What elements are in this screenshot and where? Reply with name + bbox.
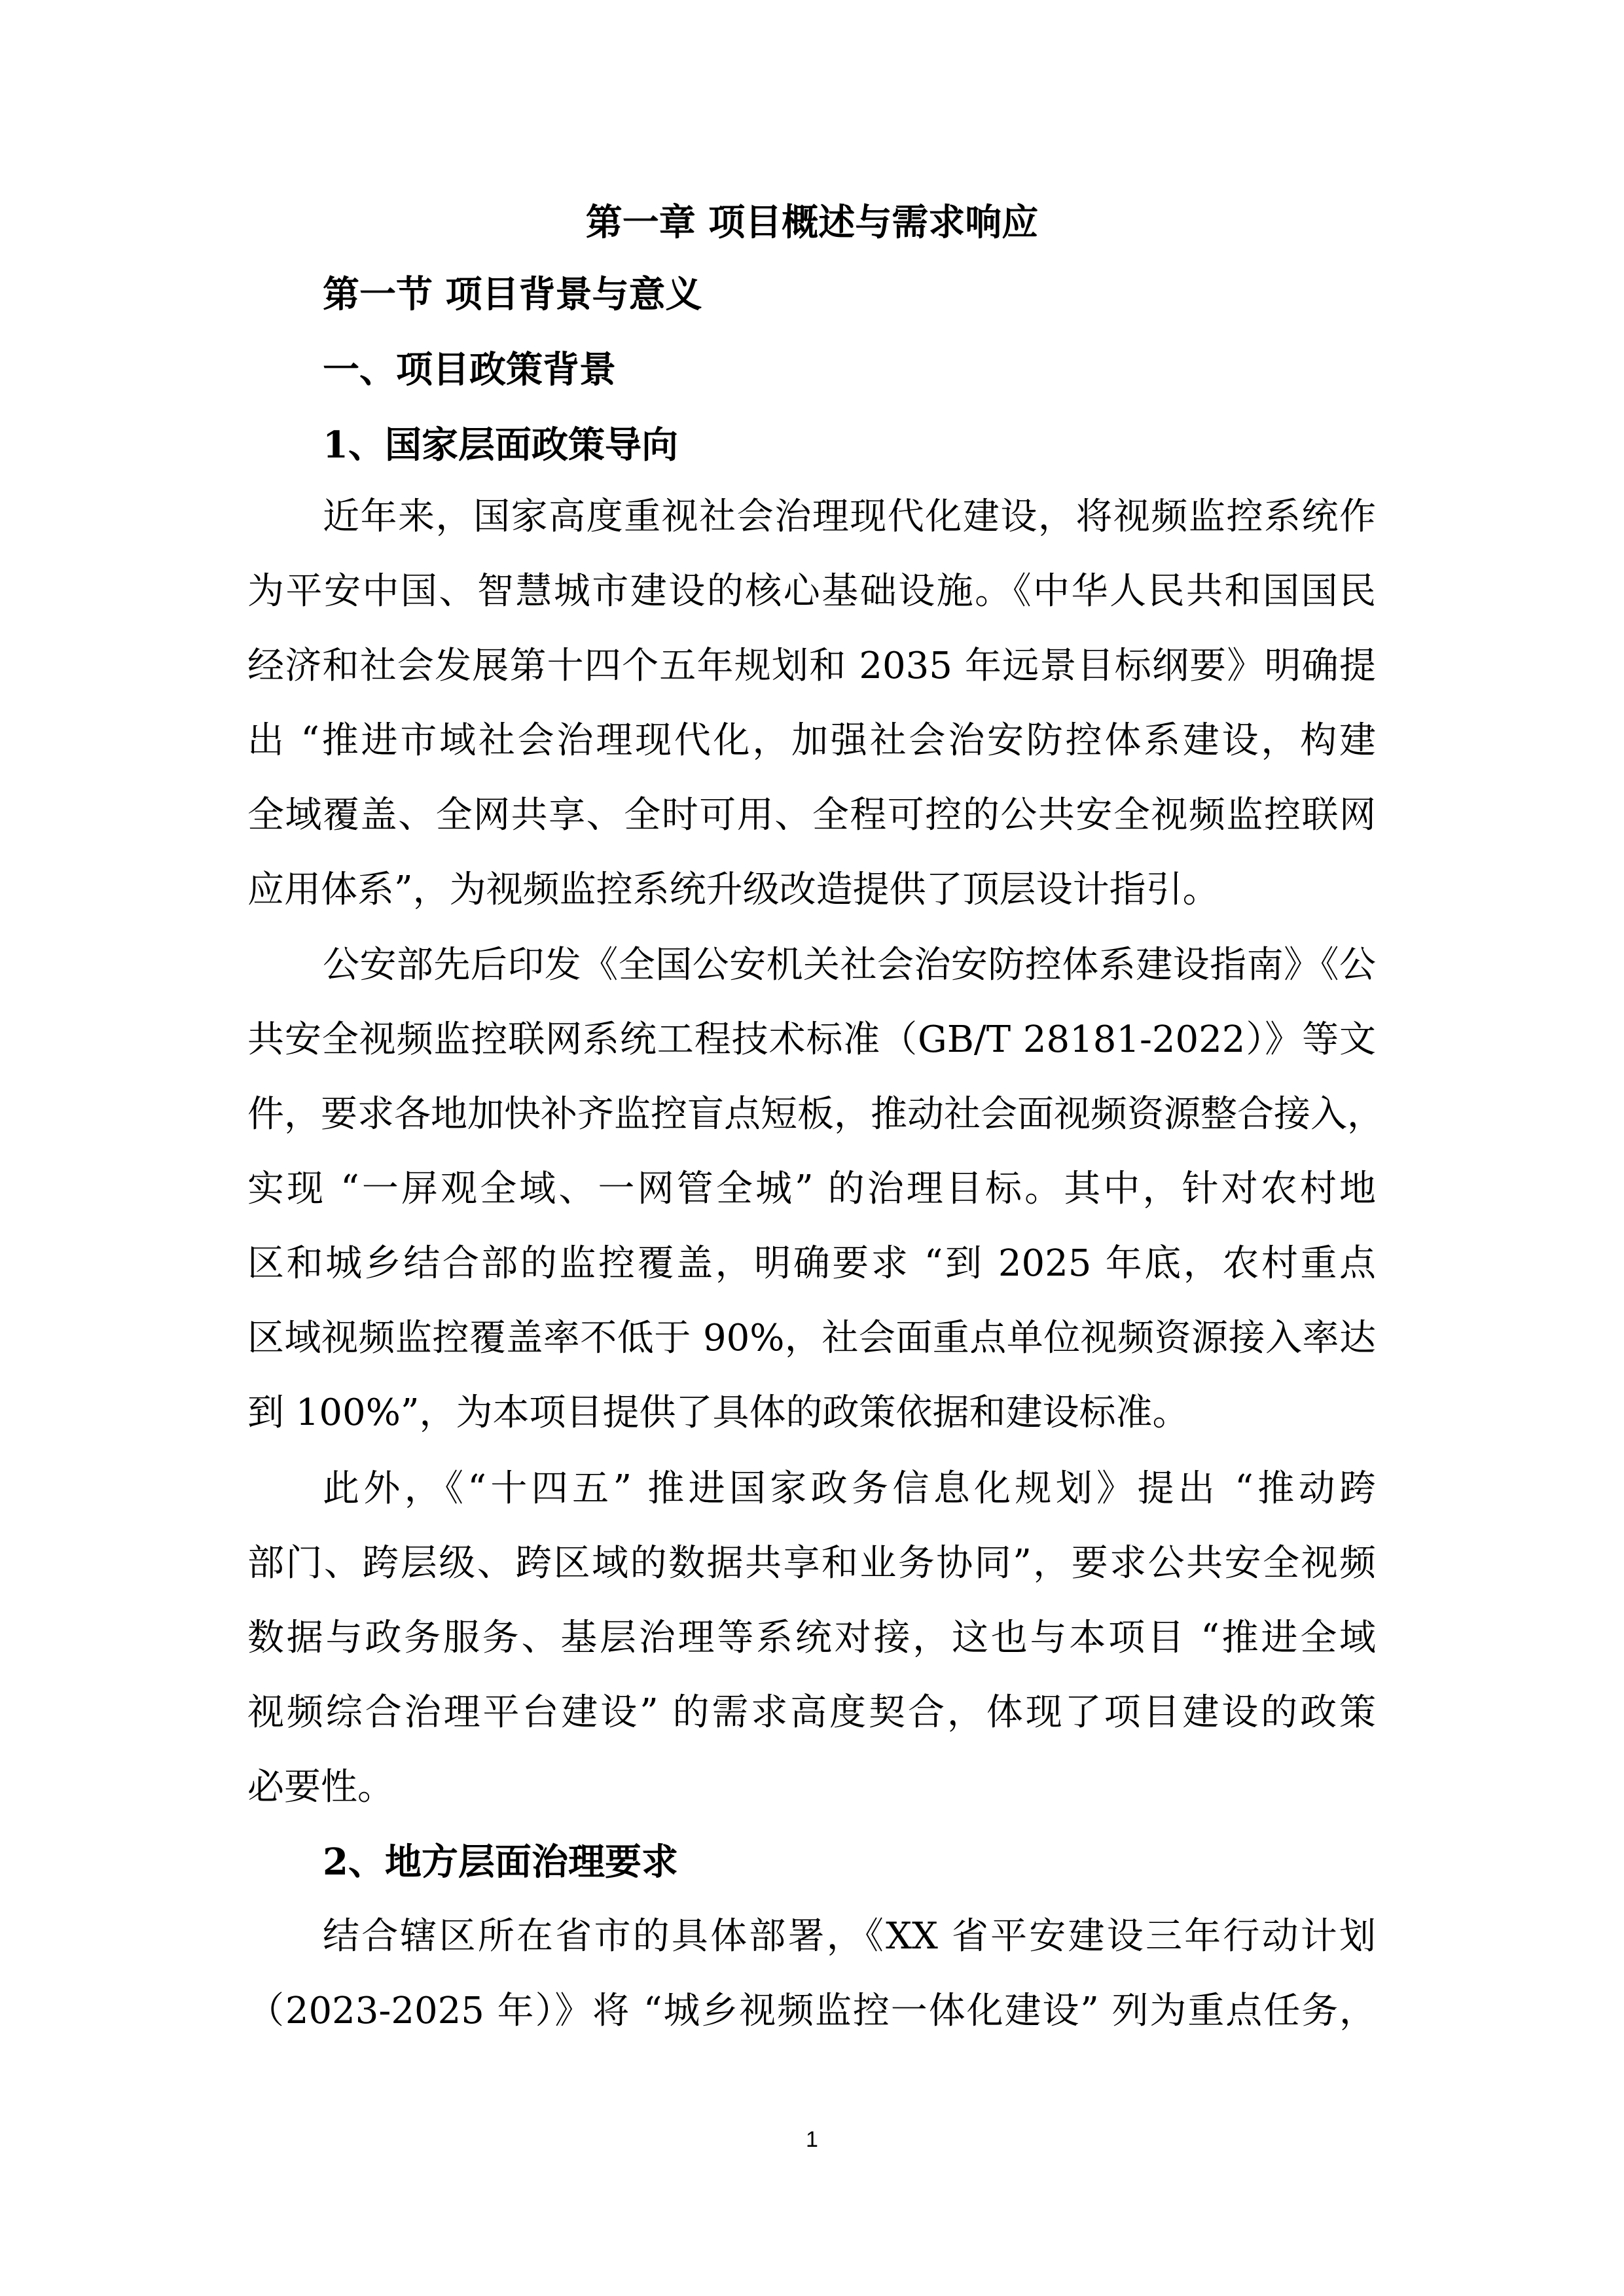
paragraph-line: 此外，《“十四五” 推进国家政务信息化规划》提出 “推动跨: [323, 1467, 1376, 1510]
paragraph-line: 结合辖区所在省市的具体部署，《XX 省平安建设三年行动计划: [323, 1915, 1376, 1958]
chapter-title: 第一章 项目概述与需求响应: [585, 201, 1039, 244]
paragraph-line: 件，要求各地加快补齐监控盲点短板，推动社会面视频资源整合接入，: [247, 1093, 1384, 1136]
paragraph-line: 区域视频监控覆盖率不低于 90%，社会面重点单位视频资源接入率达: [247, 1317, 1376, 1359]
paragraph-line: （2023-2025 年）》将 “城乡视频监控一体化建设” 列为重点任务，: [247, 1990, 1376, 2032]
paragraph-line: 应用体系”，为视频监控系统升级改造提供了顶层设计指引。: [247, 869, 1219, 911]
subsection-title: 一、项目政策背景: [323, 348, 616, 391]
section-title: 第一节 项目背景与意义: [323, 273, 702, 316]
item-heading-local-governance: 2、地方层面治理要求: [323, 1840, 678, 1884]
item-heading-national-policy: 1、国家层面政策导向: [323, 423, 678, 467]
paragraph-line: 共安全视频监控联网系统工程技术标准（GB/T 28181-2022）》等文: [247, 1018, 1376, 1061]
paragraph-line: 部门、跨层级、跨区域的数据共享和业务协同”，要求公共安全视频: [247, 1542, 1376, 1585]
paragraph-line: 为平安中国、智慧城市建设的核心基础设施。《中华人民共和国国民: [247, 570, 1376, 613]
paragraph-line: 区和城乡结合部的监控覆盖，明确要求 “到 2025 年底，农村重点: [247, 1242, 1376, 1285]
paragraph-line: 全域覆盖、全网共享、全时可用、全程可控的公共安全视频监控联网: [247, 794, 1376, 836]
paragraph-line: 实现 “一屏观全域、一网管全城” 的治理目标。其中，针对农村地: [247, 1168, 1376, 1210]
paragraph-line: 经济和社会发展第十四个五年规划和 2035 年远景目标纲要》明确提: [247, 645, 1376, 687]
page-number: 1: [806, 2127, 818, 2152]
paragraph-line: 视频综合治理平台建设” 的需求高度契合，体现了项目建设的政策: [247, 1691, 1376, 1734]
paragraph-line: 到 100%”，为本项目提供了具体的政策依据和建设标准。: [247, 1391, 1189, 1434]
paragraph-line: 出 “推进市域社会治理现代化，加强社会治安防控体系建设，构建: [247, 719, 1376, 762]
paragraph-line: 近年来，国家高度重视社会治理现代化建设，将视频监控系统作: [323, 495, 1376, 538]
paragraph-line: 公安部先后印发《全国公安机关社会治安防控体系建设指南》《公: [323, 944, 1376, 986]
paragraph-line: 必要性。: [247, 1766, 394, 1808]
paragraph-line: 数据与政务服务、基层治理等系统对接，这也与本项目 “推进全域: [247, 1617, 1376, 1659]
